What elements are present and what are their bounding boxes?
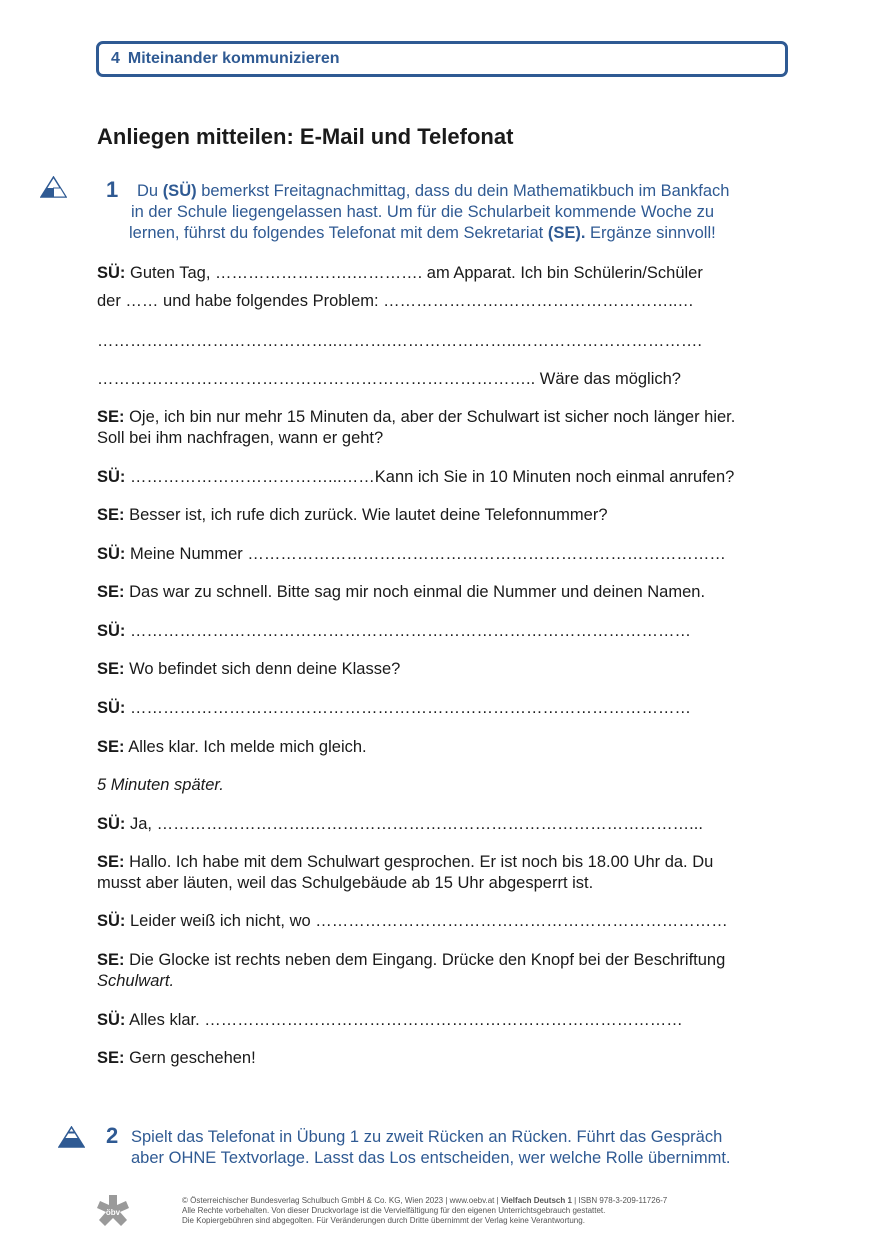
dialogue-line: SÜ: ………………………………...……Kann ich Sie in 10 Minuten noch einmal anrufen? (97, 468, 735, 486)
dialogue-line: SÜ: Alles klar. …………………………………………………………………………… (97, 1011, 683, 1029)
difficulty-level-icon (40, 176, 67, 198)
chapter-header (96, 41, 788, 77)
dialogue-line: SE: Die Glocke ist rechts neben dem Eingang. Drücke den Knopf bei der Beschriftung Schulwart. (97, 951, 726, 990)
dialogue-line: SÜ: Leider weiß ich nicht, wo ………………………………………………………………… (97, 912, 728, 930)
dialogue-line: SE: Alles klar. Ich melde mich gleich. (97, 738, 367, 756)
dialogue-line: SÜ: Meine Nummer …………………………………………………………………………… (97, 545, 726, 563)
dialogue-line: SÜ: ………………………………………………………………………………………… (97, 699, 692, 717)
dialogue-line: SE: Besser ist, ich rufe dich zurück. Wie lautet deine Telefonnummer? (97, 506, 608, 524)
dialogue-line: SE: Wo befindet sich denn deine Klasse? (97, 660, 401, 678)
publisher-logo (96, 1193, 130, 1229)
dialogue-line: …………………………………………………………………….. Wäre das möglich? (97, 370, 681, 388)
difficulty-level-icon (58, 1126, 85, 1148)
chapter-number: 4 (111, 50, 120, 67)
dialogue-line: SE: Gern geschehen! (97, 1049, 256, 1067)
dialogue-line: ……………………………………..……….…………………..……………………………. (97, 332, 703, 350)
chapter-title: Miteinander kommunizieren (127, 50, 340, 67)
task1-number: 1 (106, 177, 119, 202)
dialogue-line: der …… und habe folgendes Problem: ………………….…………………………..… (97, 292, 694, 310)
page-title: Anliegen mitteilen: E-Mail und Telefonat (97, 124, 514, 149)
dialogue-line: SE: Oje, ich bin nur mehr 15 Minuten da, aber der Schulwart ist sicher noch länger hier. Soll bei ihm nachfragen, wann er geht? (97, 408, 736, 447)
stage-direction: 5 Minuten später. (97, 776, 224, 794)
dialogue-line: SÜ: ………………………………………………………………………………………… (97, 622, 692, 640)
footer-copyright: © Österreichischer Bundesverlag Schulbuch GmbH & Co. KG, Wien 2023 | www.oebv.at | Vielfach Deutsch 1 | ISBN 978-3-209-11726-7 Alle Rechte vorbehalten. Von dieser Druckvorlage ist die Vervielfältigung für den eigenen Unterrichtsgebrauch gestattet. Die Kopiergebühren sind abgegolten. Für Veränderungen durch Dritte übernimmt der Verlag keine Verantwortung. (182, 1196, 668, 1225)
dialogue-line: SÜ: Guten Tag, …………………….…………. am Apparat. Ich bin Schülerin/Schüler (97, 264, 703, 282)
dialogue-line: SE: Das war zu schnell. Bitte sag mir noch einmal die Nummer und deinen Namen. (97, 583, 706, 601)
dialogue-line: SÜ: Ja, ……………………….……………………………………………………………... (97, 815, 703, 833)
dialogue-line: SE: Hallo. Ich habe mit dem Schulwart gesprochen. Er ist noch bis 18.00 Uhr da. Du musst aber läuten, weil das Schulgebäude ab 15 Uhr abgesperrt ist. (97, 853, 714, 892)
logo-text: öbv (105, 1208, 121, 1217)
task2-instruction: Spielt das Telefonat in Übung 1 zu zweit Rücken an Rücken. Führt das Gespräch aber OHNE Textvorlage. Lasst das Los entscheiden, wer welche Rolle übernimmt. (131, 1128, 731, 1167)
task1-instruction: Du (SÜ) bemerkst Freitagnachmittag, dass du dein Mathematikbuch im Bankfach in der Schule liegengelassen hast. Um für die Schularbeit kommende Woche zu lernen, führst du folgendes Telefonat mit dem Sekretariat (SE). Ergänze sinnvoll! (129, 182, 730, 242)
task2-number: 2 (106, 1123, 119, 1148)
